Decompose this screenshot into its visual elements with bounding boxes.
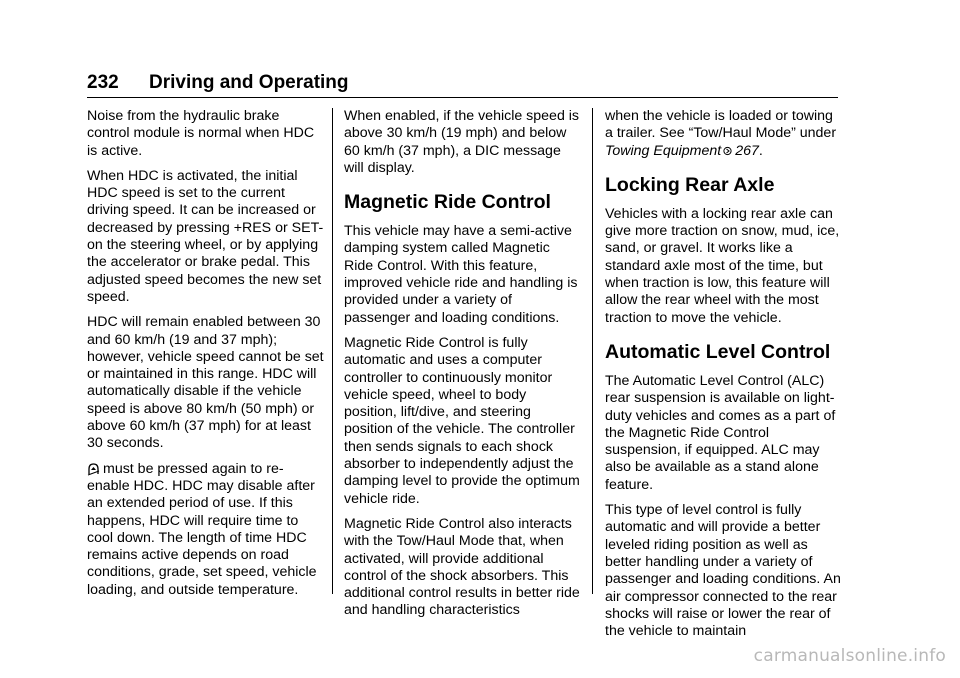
page-reference-arrow-icon <box>723 144 732 154</box>
paragraph: Vehicles with a locking rear axle can give more traction on snow, mud, ice, sand, or gravel. It works like a standard axle most of the time, but when traction is low, this feature will allow the rear wheel with the most traction to move the vehicle. <box>605 205 840 326</box>
paragraph-text: . <box>758 142 763 159</box>
column-divider <box>332 108 333 594</box>
paragraph: When enabled, if the vehicle speed is above 30 km/h (19 mph) and below 60 km/h (37 mph), a DIC message will display. <box>344 108 580 176</box>
paragraph: This type of level control is fully automatic and will provide a better leveled riding position as well as better handling under a variety of passenger and loading conditions. An air compressor connected to the rear shocks will raise or lower the rear of the vehicle to maintain <box>605 502 841 640</box>
paragraph: HDC will remain enabled between 30 and 60 km/h (19 and 37 mph); however, vehicle speed cannot be set or maintained in this range. HDC will automatically disable if the vehicle speed is above 80 km/h (50 mph) or above 60 km/h (37 mph) for at least 30 seconds. <box>87 314 324 452</box>
cross-reference-title[interactable]: Towing Equipment <box>605 142 722 159</box>
column-2 <box>344 108 582 628</box>
hill-descent-control-icon <box>87 461 100 476</box>
paragraph-text: must be pressed again to re-enable HDC. HDC may disable after an extended period of use. If this happens, HDC will require time to cool down. The length of time HDC remains active depends on road conditions, grade, set speed, vehicle loading, and outside temperature. <box>87 460 317 598</box>
paragraph: Noise from the hydraulic brake control module is normal when HDC is active. <box>87 108 315 159</box>
column-1 <box>87 108 325 607</box>
paragraph: Magnetic Ride Control is fully automatic and uses a computer controller to continuously monitor vehicle speed, wheel to body position, lift/dive, and steering position of the vehicle. The controller then sends signals to each shock absorber to independently adjust the damping level to provide the optimum vehicle ride. <box>344 334 580 507</box>
heading-automatic-level-control: Automatic Level Control <box>605 340 831 363</box>
cross-reference-page[interactable]: 267 <box>735 142 759 159</box>
paragraph <box>87 461 325 599</box>
page-header <box>87 72 838 100</box>
header-rule <box>87 97 838 98</box>
column-3 <box>605 108 843 648</box>
paragraph: This vehicle may have a semi-active damping system called Magnetic Ride Control. With this feature, improved vehicle ride and handling is provided under a variety of passenger and loading conditions. <box>344 223 578 326</box>
paragraph: Magnetic Ride Control also interacts with the Tow/Haul Mode that, when activated, will provide additional control of the shock absorbers. This additional control results in better ride and handling characteristics <box>344 515 580 619</box>
paragraph: The Automatic Level Control (ALC) rear suspension is available on light-duty vehicles and comes as a part of the Magnetic Ride Control suspension, if equipped. ALC may also be available as a stand alone feature. <box>605 372 836 493</box>
paragraph-text: when the vehicle is loaded or towing a trailer. See “Tow/Haul Mode” under <box>605 108 837 142</box>
heading-magnetic-ride-control: Magnetic Ride Control <box>344 191 551 214</box>
section-title: Driving and Operating <box>149 72 349 93</box>
column-divider <box>592 108 593 594</box>
heading-locking-rear-axle: Locking Rear Axle <box>605 173 775 196</box>
page-number: 232 <box>87 72 119 93</box>
paragraph <box>605 108 843 160</box>
watermark: carmanualsonline.info <box>753 646 946 666</box>
paragraph: When HDC is activated, the initial HDC speed is set to the current driving speed. It can be increased or decreased by pressing +RES or SET- on the steering wheel, or by applying the accelerator or brake pedal. This adjusted speed becomes the new set speed. <box>87 167 324 305</box>
